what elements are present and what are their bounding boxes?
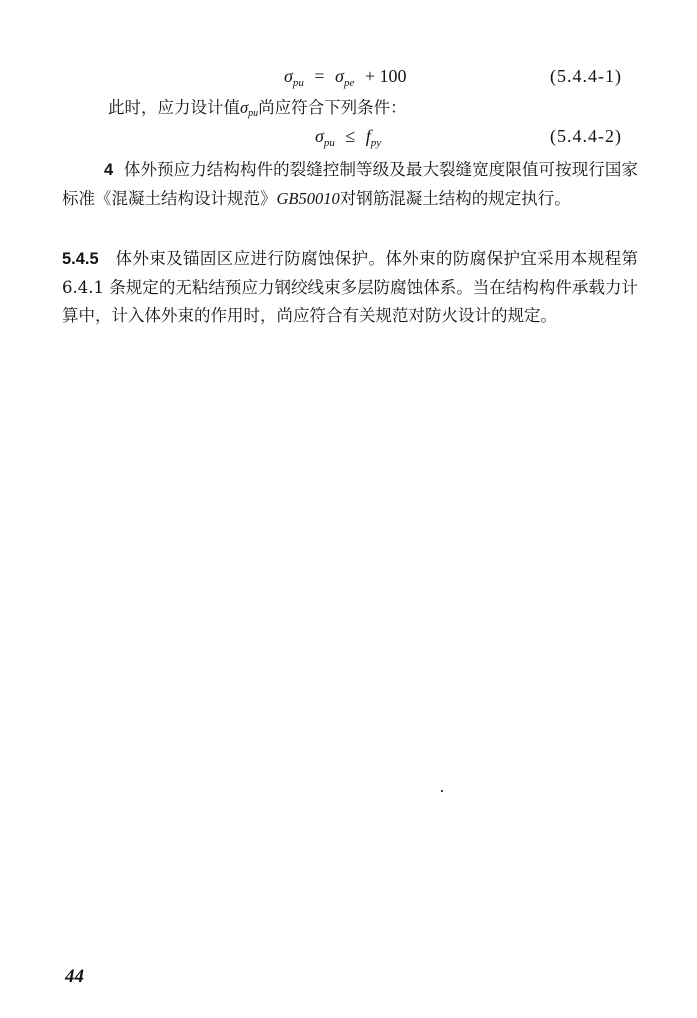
equation-symbol: σ bbox=[335, 66, 344, 86]
equation-number: (5.4.4-1) bbox=[550, 66, 622, 86]
equation-5-4-4-1 bbox=[284, 64, 406, 95]
equation-operator: = bbox=[314, 66, 325, 86]
equation-number: (5.4.4-2) bbox=[550, 126, 622, 146]
item-text-end: 对钢筋混凝土结构的规定执行。 bbox=[339, 188, 571, 208]
equation-5-4-4-2 bbox=[315, 124, 381, 155]
item-number: 4 bbox=[104, 161, 114, 179]
equation-subscript: py bbox=[370, 137, 382, 149]
equation-subscript: pu bbox=[323, 137, 335, 149]
standard-code: GB50010 bbox=[276, 188, 340, 208]
equation-symbol: σ bbox=[315, 126, 324, 146]
equation-subscript: pe bbox=[343, 77, 355, 89]
equation-operator: ≤ bbox=[345, 126, 356, 146]
item-4-paragraph bbox=[62, 156, 638, 213]
equation-symbol: f bbox=[365, 126, 371, 146]
intro-text: 此时，应力设计值 bbox=[108, 98, 240, 117]
page-number: 44 bbox=[65, 966, 84, 987]
clause-5-4-5-paragraph bbox=[62, 245, 638, 331]
equation-symbol: σ bbox=[284, 66, 293, 86]
equation-subscript: pu bbox=[292, 77, 304, 89]
inline-symbol bbox=[240, 98, 258, 117]
inline-symbol-char: σ bbox=[240, 98, 249, 117]
equation-term: + 100 bbox=[364, 66, 407, 86]
item-text: 体外预应力结构构件的裂缝控制等级及最大裂缝宽度限值可按现行国家标准《混凝土结构设计规范》 bbox=[62, 160, 638, 208]
clause-text: 体外束及锚固区应进行防腐蚀保护。体外束的防腐保护宜采用本规程第 6.4.1 条规定的无粘结预应力钢绞线束多层防腐蚀体系。当在结构构件承载力计算中，计入体外束的作用时，尚应符合有关规范对防火设计的规定。 bbox=[62, 249, 638, 325]
clause-number: 5.4.5 bbox=[62, 250, 99, 268]
scan-speck bbox=[441, 790, 443, 792]
intro-text-end: 尚应符合下列条件： bbox=[258, 98, 407, 117]
inline-symbol-subscript: pu bbox=[248, 108, 259, 119]
